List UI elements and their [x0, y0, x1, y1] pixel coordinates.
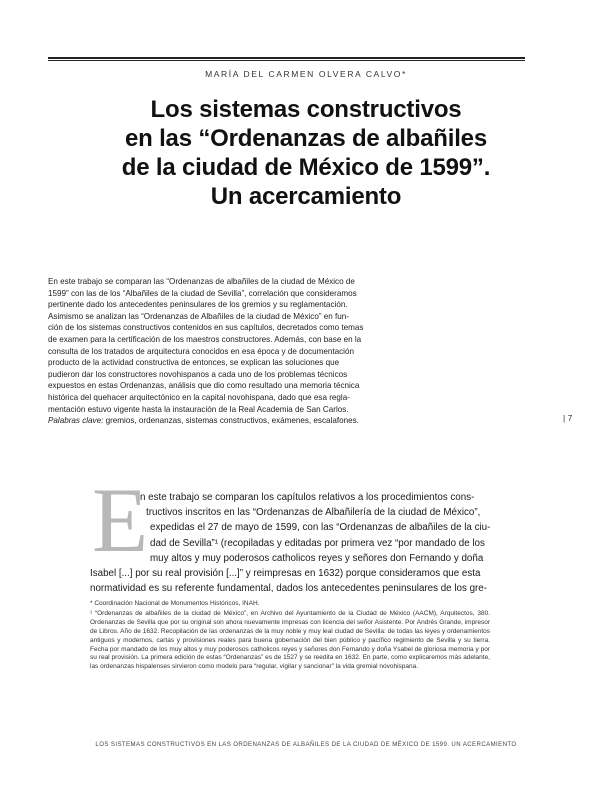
running-footer: LOS SISTEMAS CONSTRUCTIVOS EN LAS ORDENANZAS DE ALBAÑILES DE LA CIUDAD DE MÉXICO DE 1599. UN ACERCAMIENTO — [95, 741, 517, 748]
keywords-label: Palabras clave: — [48, 416, 104, 426]
footnote: * Coordinación Nacional de Monumentos Históricos, INAH. — [90, 600, 260, 607]
article-title — [60, 95, 552, 211]
abstract-line: consulta de los tratados de arquitectura conocidos en esa época y de documentación — [48, 346, 354, 356]
abstract-line: Asimismo se analizan las “Ordenanzas de Albañiles de la ciudad de México” en fun- — [48, 311, 349, 321]
footnote: ¹ “Ordenanzas de albañiles de la ciudad de México”, en Archivo del Ayuntamiento de la Ciudad de México (AACM), Arquitectos, 380. Ordenanzas de Sevilla que por su original son ahora nuevamente impresas con licencia del señor Asistente. Por Andrés Grande, impresor de Libros. Año de 1632. Recopilación de las ordenanzas de la muy noble y muy leal ciudad de Sevilla: de todas las leyes y ordenamientos antiguos y modernos, cartas y provisiones reales para buena gobernación del bien público y pacífico regimiento de Sevilla y su tierra. Fecha por mandado de los muy altos y muy poderosos catholicos reyes y señores don Fernando y doña Ysabel de gloriosa memoria y por su real provisión. La primera edición de estas “Ordenanzas” es de 1527 y se reedita en 1632. En parte, como explicaremos más adelante, las ordenanzas hispalenses sirvieron como modelo para “regular, vigilar y sancionar” la vida gremial novohispana. — [90, 609, 490, 671]
abstract-line: mentación estuvo vigente hasta la instauración de la Real Academia de San Carlos. — [48, 404, 349, 414]
keywords — [48, 415, 403, 427]
abstract-line: de examen para la certificación de los maestros constructores. Además, con base en la — [48, 334, 362, 344]
abstract-line: ción de los sistemas constructivos contenidos en sus capítulos, decretados como temas — [48, 323, 364, 333]
abstract — [48, 276, 403, 427]
keywords-text: gremios, ordenanzas, sistemas constructivos, exámenes, escalafones. — [103, 416, 359, 426]
body-line: Isabel [...] por su real provisión [...]” y reimpresas en 1632) porque consideramos que esta — [90, 568, 481, 580]
body-line: tructivos inscritos en las “Ordenanzas de Albañilería de la ciudad de México”, — [146, 507, 481, 519]
abstract-line: pudieron dar los constructores novohispanos a cada uno de los problemas técnicos — [48, 369, 348, 379]
title-line: Los sistemas constructivos — [150, 96, 462, 123]
abstract-line: expuestos en estas Ordenanzas, análisis que dio como resultado una memoria técnica — [48, 381, 360, 391]
body-line: n este trabajo se comparan los capítulos relativos a los procedimientos cons- — [140, 492, 475, 503]
page-number: | 7 — [563, 413, 573, 423]
body-line: muy altos y muy poderosos catholicos reyes y señores don Fernando y doña — [150, 552, 484, 564]
abstract-line: pertinente dado los antecedentes peninsulares de los gremios y su reglamentación. — [48, 300, 348, 310]
abstract-line: En este trabajo se comparan las “Ordenanzas de albañiles de la ciudad de México de — [48, 277, 355, 286]
author-name: MARÍA DEL CARMEN OLVERA CALVO* — [205, 69, 407, 79]
title-line: en las “Ordenanzas de albañiles — [125, 125, 487, 152]
body-line: dad de Sevilla”¹ (recopiladas y editadas por primera vez “por mandado de los — [150, 537, 485, 549]
abstract-line: producto de la actividad constructiva de entonces, se explican las soluciones que — [48, 358, 340, 368]
author-rule — [48, 60, 525, 61]
title-line: de la ciudad de México de 1599”. — [121, 154, 491, 181]
top-rule — [48, 57, 525, 59]
title-line: Un acercamiento — [210, 183, 402, 210]
body-line: normatividad es su referente fundamental, dados los antecedentes peninsulares de los gre- — [90, 583, 488, 595]
abstract-line: histórica del quehacer arquitectónico en la capital novohispana, dado que esa regla- — [48, 392, 350, 402]
footnotes — [90, 600, 490, 673]
body-text — [90, 490, 490, 596]
abstract-line: 1599” con las de los “Albañiles de la ciudad de Sevilla”, correlación que consideramos — [48, 288, 357, 298]
body-line: expedidas el 27 de mayo de 1599, con las “Ordenanzas de albañiles de la ciu- — [150, 522, 490, 534]
drop-cap: E — [92, 469, 149, 571]
